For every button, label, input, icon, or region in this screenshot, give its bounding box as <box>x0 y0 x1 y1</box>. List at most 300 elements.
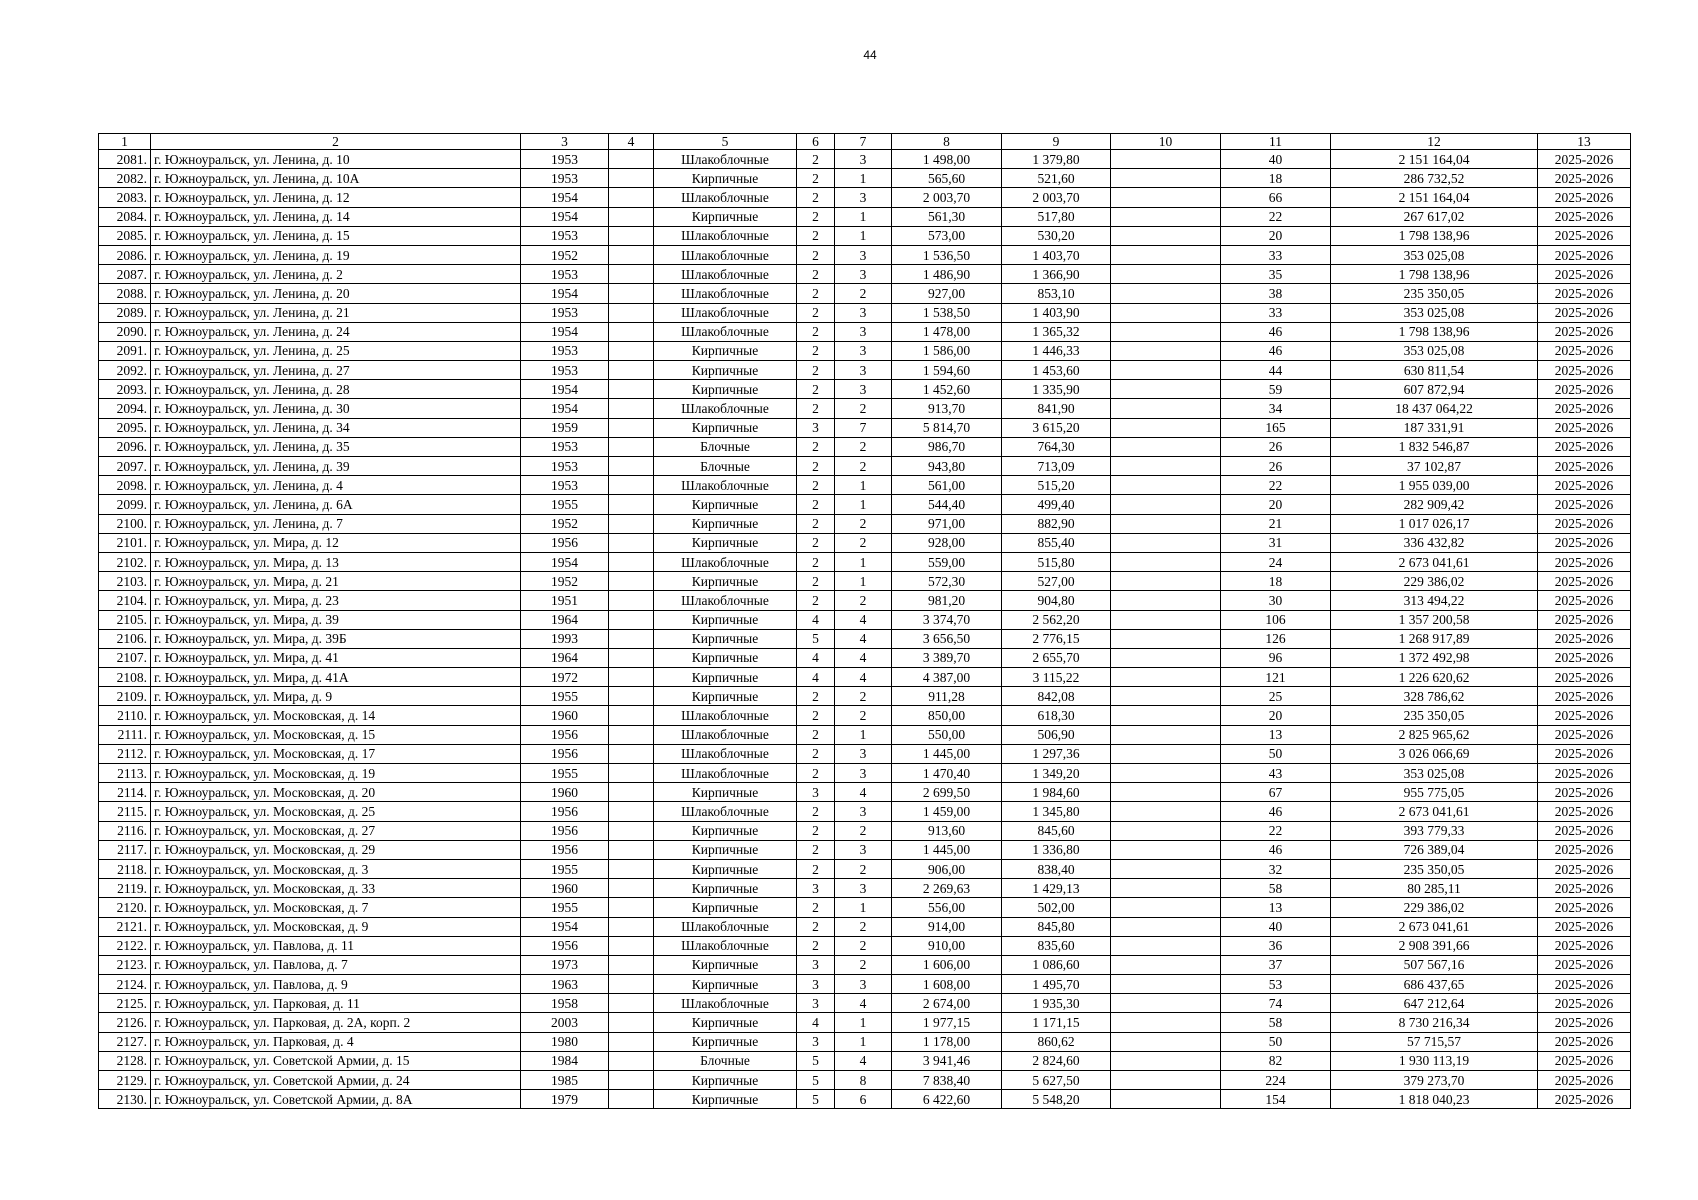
cell-year-built: 1953 <box>521 226 609 245</box>
cell-floors: 2 <box>797 552 835 571</box>
cell-floors: 2 <box>797 341 835 360</box>
table-row <box>99 533 1631 552</box>
cell-row-number: 2099. <box>99 495 151 514</box>
cell-col-10 <box>1111 226 1221 245</box>
cell-year-built: 1956 <box>521 744 609 763</box>
cell-col-10 <box>1111 188 1221 207</box>
cell-residents: 121 <box>1221 668 1331 687</box>
cell-floors: 3 <box>797 955 835 974</box>
cell-floors: 2 <box>797 744 835 763</box>
cell-col-4 <box>609 879 654 898</box>
cell-row-number: 2085. <box>99 226 151 245</box>
cell-row-number: 2112. <box>99 744 151 763</box>
table-row <box>99 802 1631 821</box>
cell-floors: 2 <box>797 859 835 878</box>
cell-year-built: 1954 <box>521 284 609 303</box>
cell-year-built: 1953 <box>521 303 609 322</box>
cell-entrances: 2 <box>835 514 892 533</box>
cell-row-number: 2094. <box>99 399 151 418</box>
cell-wall-material: Кирпичные <box>654 648 797 667</box>
cell-col-4 <box>609 514 654 533</box>
cell-col-4 <box>609 399 654 418</box>
cell-address: г. Южноуральск, ул. Московская, д. 15 <box>151 725 521 744</box>
cell-row-number: 2129. <box>99 1071 151 1090</box>
cell-cost: 235 350,05 <box>1331 284 1538 303</box>
cell-cost: 1 798 138,96 <box>1331 265 1538 284</box>
cell-year-built: 1956 <box>521 821 609 840</box>
cell-col-4 <box>609 1090 654 1109</box>
table-body <box>99 150 1631 1109</box>
table-row <box>99 764 1631 783</box>
cell-floors: 5 <box>797 629 835 648</box>
cell-residents: 22 <box>1221 207 1331 226</box>
cell-row-number: 2108. <box>99 668 151 687</box>
cell-address: г. Южноуральск, ул. Мира, д. 12 <box>151 533 521 552</box>
cell-total-area: 559,00 <box>892 552 1002 571</box>
cell-living-area: 1 495,70 <box>1002 975 1111 994</box>
cell-wall-material: Кирпичные <box>654 840 797 859</box>
cell-col-4 <box>609 859 654 878</box>
cell-year-built: 1956 <box>521 936 609 955</box>
cell-year-built: 1964 <box>521 648 609 667</box>
cell-residents: 35 <box>1221 265 1331 284</box>
cell-floors: 3 <box>797 1032 835 1051</box>
cell-col-10 <box>1111 687 1221 706</box>
cell-residents: 40 <box>1221 917 1331 936</box>
cell-address: г. Южноуральск, ул. Мира, д. 39Б <box>151 629 521 648</box>
cell-cost: 286 732,52 <box>1331 169 1538 188</box>
cell-total-area: 1 478,00 <box>892 322 1002 341</box>
cell-row-number: 2121. <box>99 917 151 936</box>
cell-period: 2025-2026 <box>1538 1090 1631 1109</box>
cell-living-area: 1 336,80 <box>1002 840 1111 859</box>
cell-entrances: 2 <box>835 687 892 706</box>
cell-row-number: 2126. <box>99 1013 151 1032</box>
cell-period: 2025-2026 <box>1538 476 1631 495</box>
cell-year-built: 1955 <box>521 898 609 917</box>
cell-cost: 8 730 216,34 <box>1331 1013 1538 1032</box>
table-row <box>99 226 1631 245</box>
cell-residents: 50 <box>1221 1032 1331 1051</box>
cell-living-area: 842,08 <box>1002 687 1111 706</box>
cell-entrances: 4 <box>835 648 892 667</box>
cell-floors: 2 <box>797 572 835 591</box>
cell-total-area: 913,70 <box>892 399 1002 418</box>
cell-row-number: 2095. <box>99 418 151 437</box>
cell-living-area: 855,40 <box>1002 533 1111 552</box>
cell-row-number: 2128. <box>99 1051 151 1070</box>
cell-period: 2025-2026 <box>1538 341 1631 360</box>
cell-residents: 96 <box>1221 648 1331 667</box>
cell-period: 2025-2026 <box>1538 361 1631 380</box>
cell-row-number: 2104. <box>99 591 151 610</box>
cell-period: 2025-2026 <box>1538 879 1631 898</box>
cell-living-area: 517,80 <box>1002 207 1111 226</box>
cell-wall-material: Шлакоблочные <box>654 284 797 303</box>
cell-row-number: 2091. <box>99 341 151 360</box>
cell-col-4 <box>609 936 654 955</box>
cell-living-area: 618,30 <box>1002 706 1111 725</box>
cell-floors: 2 <box>797 245 835 264</box>
cell-row-number: 2111. <box>99 725 151 744</box>
cell-residents: 82 <box>1221 1051 1331 1070</box>
cell-period: 2025-2026 <box>1538 744 1631 763</box>
cell-cost: 57 715,57 <box>1331 1032 1538 1051</box>
cell-col-4 <box>609 955 654 974</box>
column-header-6: 6 <box>797 134 835 150</box>
table-row <box>99 265 1631 284</box>
cell-row-number: 2096. <box>99 437 151 456</box>
cell-col-4 <box>609 226 654 245</box>
cell-floors: 2 <box>797 764 835 783</box>
cell-year-built: 1952 <box>521 572 609 591</box>
cell-col-10 <box>1111 552 1221 571</box>
column-header-4: 4 <box>609 134 654 150</box>
cell-floors: 4 <box>797 1013 835 1032</box>
cell-row-number: 2087. <box>99 265 151 284</box>
cell-year-built: 1956 <box>521 840 609 859</box>
cell-entrances: 1 <box>835 572 892 591</box>
cell-address: г. Южноуральск, ул. Ленина, д. 21 <box>151 303 521 322</box>
cell-address: г. Южноуральск, ул. Мира, д. 13 <box>151 552 521 571</box>
cell-total-area: 971,00 <box>892 514 1002 533</box>
cell-wall-material: Шлакоблочные <box>654 265 797 284</box>
cell-living-area: 845,80 <box>1002 917 1111 936</box>
cell-floors: 2 <box>797 802 835 821</box>
cell-address: г. Южноуральск, ул. Ленина, д. 25 <box>151 341 521 360</box>
cell-floors: 3 <box>797 418 835 437</box>
cell-living-area: 499,40 <box>1002 495 1111 514</box>
cell-col-4 <box>609 361 654 380</box>
cell-col-10 <box>1111 629 1221 648</box>
cell-total-area: 906,00 <box>892 859 1002 878</box>
cell-cost: 229 386,02 <box>1331 898 1538 917</box>
cell-row-number: 2098. <box>99 476 151 495</box>
cell-wall-material: Шлакоблочные <box>654 802 797 821</box>
cell-period: 2025-2026 <box>1538 859 1631 878</box>
cell-cost: 353 025,08 <box>1331 245 1538 264</box>
cell-col-10 <box>1111 514 1221 533</box>
cell-total-area: 1 586,00 <box>892 341 1002 360</box>
cell-address: г. Южноуральск, ул. Мира, д. 23 <box>151 591 521 610</box>
cell-wall-material: Кирпичные <box>654 341 797 360</box>
cell-col-4 <box>609 150 654 169</box>
cell-cost: 1 798 138,96 <box>1331 322 1538 341</box>
cell-cost: 3 026 066,69 <box>1331 744 1538 763</box>
table-row <box>99 879 1631 898</box>
cell-total-area: 5 814,70 <box>892 418 1002 437</box>
cell-total-area: 1 486,90 <box>892 265 1002 284</box>
cell-col-10 <box>1111 802 1221 821</box>
cell-year-built: 1973 <box>521 955 609 974</box>
cell-wall-material: Шлакоблочные <box>654 476 797 495</box>
cell-entrances: 4 <box>835 994 892 1013</box>
cell-wall-material: Кирпичные <box>654 514 797 533</box>
cell-period: 2025-2026 <box>1538 245 1631 264</box>
table-row <box>99 1013 1631 1032</box>
cell-entrances: 8 <box>835 1071 892 1090</box>
cell-period: 2025-2026 <box>1538 629 1631 648</box>
cell-living-area: 1 984,60 <box>1002 783 1111 802</box>
cell-living-area: 2 655,70 <box>1002 648 1111 667</box>
cell-floors: 5 <box>797 1071 835 1090</box>
cell-total-area: 850,00 <box>892 706 1002 725</box>
cell-col-4 <box>609 188 654 207</box>
cell-col-10 <box>1111 476 1221 495</box>
cell-year-built: 1952 <box>521 514 609 533</box>
cell-total-area: 1 977,15 <box>892 1013 1002 1032</box>
cell-year-built: 1955 <box>521 495 609 514</box>
cell-total-area: 910,00 <box>892 936 1002 955</box>
cell-col-10 <box>1111 533 1221 552</box>
table-row <box>99 572 1631 591</box>
table-row <box>99 821 1631 840</box>
cell-wall-material: Шлакоблочные <box>654 917 797 936</box>
cell-entrances: 3 <box>835 840 892 859</box>
cell-period: 2025-2026 <box>1538 783 1631 802</box>
cell-row-number: 2130. <box>99 1090 151 1109</box>
cell-living-area: 713,09 <box>1002 457 1111 476</box>
cell-residents: 22 <box>1221 821 1331 840</box>
cell-total-area: 6 422,60 <box>892 1090 1002 1109</box>
cell-address: г. Южноуральск, ул. Ленина, д. 35 <box>151 437 521 456</box>
cell-col-4 <box>609 687 654 706</box>
cell-cost: 235 350,05 <box>1331 859 1538 878</box>
cell-floors: 2 <box>797 150 835 169</box>
cell-total-area: 561,00 <box>892 476 1002 495</box>
cell-year-built: 1954 <box>521 188 609 207</box>
cell-year-built: 1952 <box>521 245 609 264</box>
cell-total-area: 573,00 <box>892 226 1002 245</box>
cell-period: 2025-2026 <box>1538 1013 1631 1032</box>
cell-entrances: 1 <box>835 1013 892 1032</box>
cell-residents: 58 <box>1221 879 1331 898</box>
cell-total-area: 1 445,00 <box>892 744 1002 763</box>
cell-col-10 <box>1111 994 1221 1013</box>
cell-entrances: 3 <box>835 245 892 264</box>
cell-address: г. Южноуральск, ул. Парковая, д. 4 <box>151 1032 521 1051</box>
cell-cost: 630 811,54 <box>1331 361 1538 380</box>
cell-col-10 <box>1111 380 1221 399</box>
cell-col-10 <box>1111 1032 1221 1051</box>
cell-living-area: 521,60 <box>1002 169 1111 188</box>
cell-period: 2025-2026 <box>1538 725 1631 744</box>
cell-row-number: 2084. <box>99 207 151 226</box>
cell-row-number: 2113. <box>99 764 151 783</box>
cell-col-10 <box>1111 495 1221 514</box>
table-row <box>99 476 1631 495</box>
cell-address: г. Южноуральск, ул. Московская, д. 14 <box>151 706 521 725</box>
cell-living-area: 1 366,90 <box>1002 265 1111 284</box>
cell-address: г. Южноуральск, ул. Московская, д. 25 <box>151 802 521 821</box>
cell-total-area: 913,60 <box>892 821 1002 840</box>
cell-col-10 <box>1111 169 1221 188</box>
cell-address: г. Южноуральск, ул. Советской Армии, д. 24 <box>151 1071 521 1090</box>
cell-address: г. Южноуральск, ул. Московская, д. 9 <box>151 917 521 936</box>
cell-floors: 2 <box>797 207 835 226</box>
cell-entrances: 3 <box>835 265 892 284</box>
cell-entrances: 3 <box>835 361 892 380</box>
cell-row-number: 2107. <box>99 648 151 667</box>
cell-living-area: 1 446,33 <box>1002 341 1111 360</box>
cell-cost: 2 908 391,66 <box>1331 936 1538 955</box>
cell-entrances: 2 <box>835 284 892 303</box>
cell-period: 2025-2026 <box>1538 898 1631 917</box>
cell-total-area: 986,70 <box>892 437 1002 456</box>
housing-registry-table <box>98 133 1631 1109</box>
cell-floors: 2 <box>797 898 835 917</box>
cell-row-number: 2125. <box>99 994 151 1013</box>
table-row <box>99 169 1631 188</box>
cell-period: 2025-2026 <box>1538 437 1631 456</box>
cell-cost: 2 825 965,62 <box>1331 725 1538 744</box>
cell-wall-material: Шлакоблочные <box>654 764 797 783</box>
cell-col-4 <box>609 840 654 859</box>
cell-wall-material: Кирпичные <box>654 955 797 974</box>
table-row <box>99 399 1631 418</box>
cell-year-built: 1984 <box>521 1051 609 1070</box>
cell-year-built: 1954 <box>521 322 609 341</box>
cell-year-built: 1960 <box>521 783 609 802</box>
cell-floors: 2 <box>797 917 835 936</box>
cell-cost: 607 872,94 <box>1331 380 1538 399</box>
cell-address: г. Южноуральск, ул. Московская, д. 3 <box>151 859 521 878</box>
cell-col-10 <box>1111 955 1221 974</box>
cell-wall-material: Кирпичные <box>654 380 797 399</box>
cell-wall-material: Кирпичные <box>654 169 797 188</box>
cell-year-built: 1960 <box>521 706 609 725</box>
cell-cost: 235 350,05 <box>1331 706 1538 725</box>
cell-cost: 1 357 200,58 <box>1331 610 1538 629</box>
cell-cost: 328 786,62 <box>1331 687 1538 706</box>
cell-col-4 <box>609 610 654 629</box>
cell-address: г. Южноуральск, ул. Ленина, д. 10А <box>151 169 521 188</box>
cell-residents: 53 <box>1221 975 1331 994</box>
cell-year-built: 1954 <box>521 399 609 418</box>
cell-entrances: 3 <box>835 322 892 341</box>
cell-total-area: 3 389,70 <box>892 648 1002 667</box>
cell-col-10 <box>1111 265 1221 284</box>
column-header-11: 11 <box>1221 134 1331 150</box>
table-row <box>99 917 1631 936</box>
cell-entrances: 1 <box>835 207 892 226</box>
cell-total-area: 911,28 <box>892 687 1002 706</box>
cell-floors: 2 <box>797 706 835 725</box>
table-row <box>99 744 1631 763</box>
cell-address: г. Южноуральск, ул. Ленина, д. 20 <box>151 284 521 303</box>
cell-col-10 <box>1111 341 1221 360</box>
cell-residents: 46 <box>1221 341 1331 360</box>
cell-address: г. Южноуральск, ул. Советской Армии, д. 8А <box>151 1090 521 1109</box>
cell-col-10 <box>1111 783 1221 802</box>
cell-period: 2025-2026 <box>1538 418 1631 437</box>
cell-floors: 2 <box>797 188 835 207</box>
cell-residents: 20 <box>1221 495 1331 514</box>
cell-address: г. Южноуральск, ул. Ленина, д. 27 <box>151 361 521 380</box>
cell-col-4 <box>609 706 654 725</box>
cell-address: г. Южноуральск, ул. Ленина, д. 12 <box>151 188 521 207</box>
cell-row-number: 2103. <box>99 572 151 591</box>
cell-floors: 3 <box>797 879 835 898</box>
cell-address: г. Южноуральск, ул. Мира, д. 41А <box>151 668 521 687</box>
cell-floors: 2 <box>797 495 835 514</box>
cell-entrances: 3 <box>835 764 892 783</box>
cell-col-4 <box>609 668 654 687</box>
table-header <box>99 134 1631 150</box>
table-row <box>99 975 1631 994</box>
table-row <box>99 418 1631 437</box>
cell-address: г. Южноуральск, ул. Ленина, д. 39 <box>151 457 521 476</box>
cell-col-10 <box>1111 418 1221 437</box>
cell-period: 2025-2026 <box>1538 975 1631 994</box>
table-row <box>99 725 1631 744</box>
table-row <box>99 668 1631 687</box>
cell-period: 2025-2026 <box>1538 399 1631 418</box>
cell-col-4 <box>609 591 654 610</box>
table-row <box>99 994 1631 1013</box>
cell-living-area: 2 003,70 <box>1002 188 1111 207</box>
cell-row-number: 2082. <box>99 169 151 188</box>
cell-entrances: 4 <box>835 629 892 648</box>
cell-year-built: 1956 <box>521 725 609 744</box>
cell-col-10 <box>1111 975 1221 994</box>
table-row <box>99 706 1631 725</box>
cell-wall-material: Кирпичные <box>654 610 797 629</box>
cell-cost: 726 389,04 <box>1331 840 1538 859</box>
cell-floors: 2 <box>797 169 835 188</box>
cell-row-number: 2086. <box>99 245 151 264</box>
cell-period: 2025-2026 <box>1538 994 1631 1013</box>
cell-total-area: 1 608,00 <box>892 975 1002 994</box>
cell-wall-material: Кирпичные <box>654 1090 797 1109</box>
cell-col-10 <box>1111 648 1221 667</box>
cell-residents: 46 <box>1221 840 1331 859</box>
cell-floors: 2 <box>797 936 835 955</box>
cell-entrances: 1 <box>835 898 892 917</box>
cell-address: г. Южноуральск, ул. Московская, д. 27 <box>151 821 521 840</box>
cell-period: 2025-2026 <box>1538 226 1631 245</box>
cell-floors: 2 <box>797 533 835 552</box>
cell-period: 2025-2026 <box>1538 955 1631 974</box>
cell-total-area: 565,60 <box>892 169 1002 188</box>
cell-col-10 <box>1111 572 1221 591</box>
column-header-7: 7 <box>835 134 892 150</box>
cell-residents: 20 <box>1221 226 1331 245</box>
cell-floors: 2 <box>797 265 835 284</box>
cell-col-10 <box>1111 322 1221 341</box>
cell-period: 2025-2026 <box>1538 188 1631 207</box>
cell-cost: 1 798 138,96 <box>1331 226 1538 245</box>
cell-residents: 22 <box>1221 476 1331 495</box>
cell-total-area: 1 445,00 <box>892 840 1002 859</box>
cell-living-area: 1 365,32 <box>1002 322 1111 341</box>
cell-floors: 2 <box>797 457 835 476</box>
cell-wall-material: Блочные <box>654 1051 797 1070</box>
cell-address: г. Южноуральск, ул. Ленина, д. 14 <box>151 207 521 226</box>
cell-total-area: 3 941,46 <box>892 1051 1002 1070</box>
cell-row-number: 2092. <box>99 361 151 380</box>
cell-entrances: 6 <box>835 1090 892 1109</box>
cell-residents: 36 <box>1221 936 1331 955</box>
cell-period: 2025-2026 <box>1538 648 1631 667</box>
cell-total-area: 1 470,40 <box>892 764 1002 783</box>
cell-cost: 313 494,22 <box>1331 591 1538 610</box>
cell-period: 2025-2026 <box>1538 1071 1631 1090</box>
cell-col-10 <box>1111 1090 1221 1109</box>
cell-wall-material: Шлакоблочные <box>654 744 797 763</box>
cell-living-area: 838,40 <box>1002 859 1111 878</box>
cell-residents: 46 <box>1221 802 1331 821</box>
